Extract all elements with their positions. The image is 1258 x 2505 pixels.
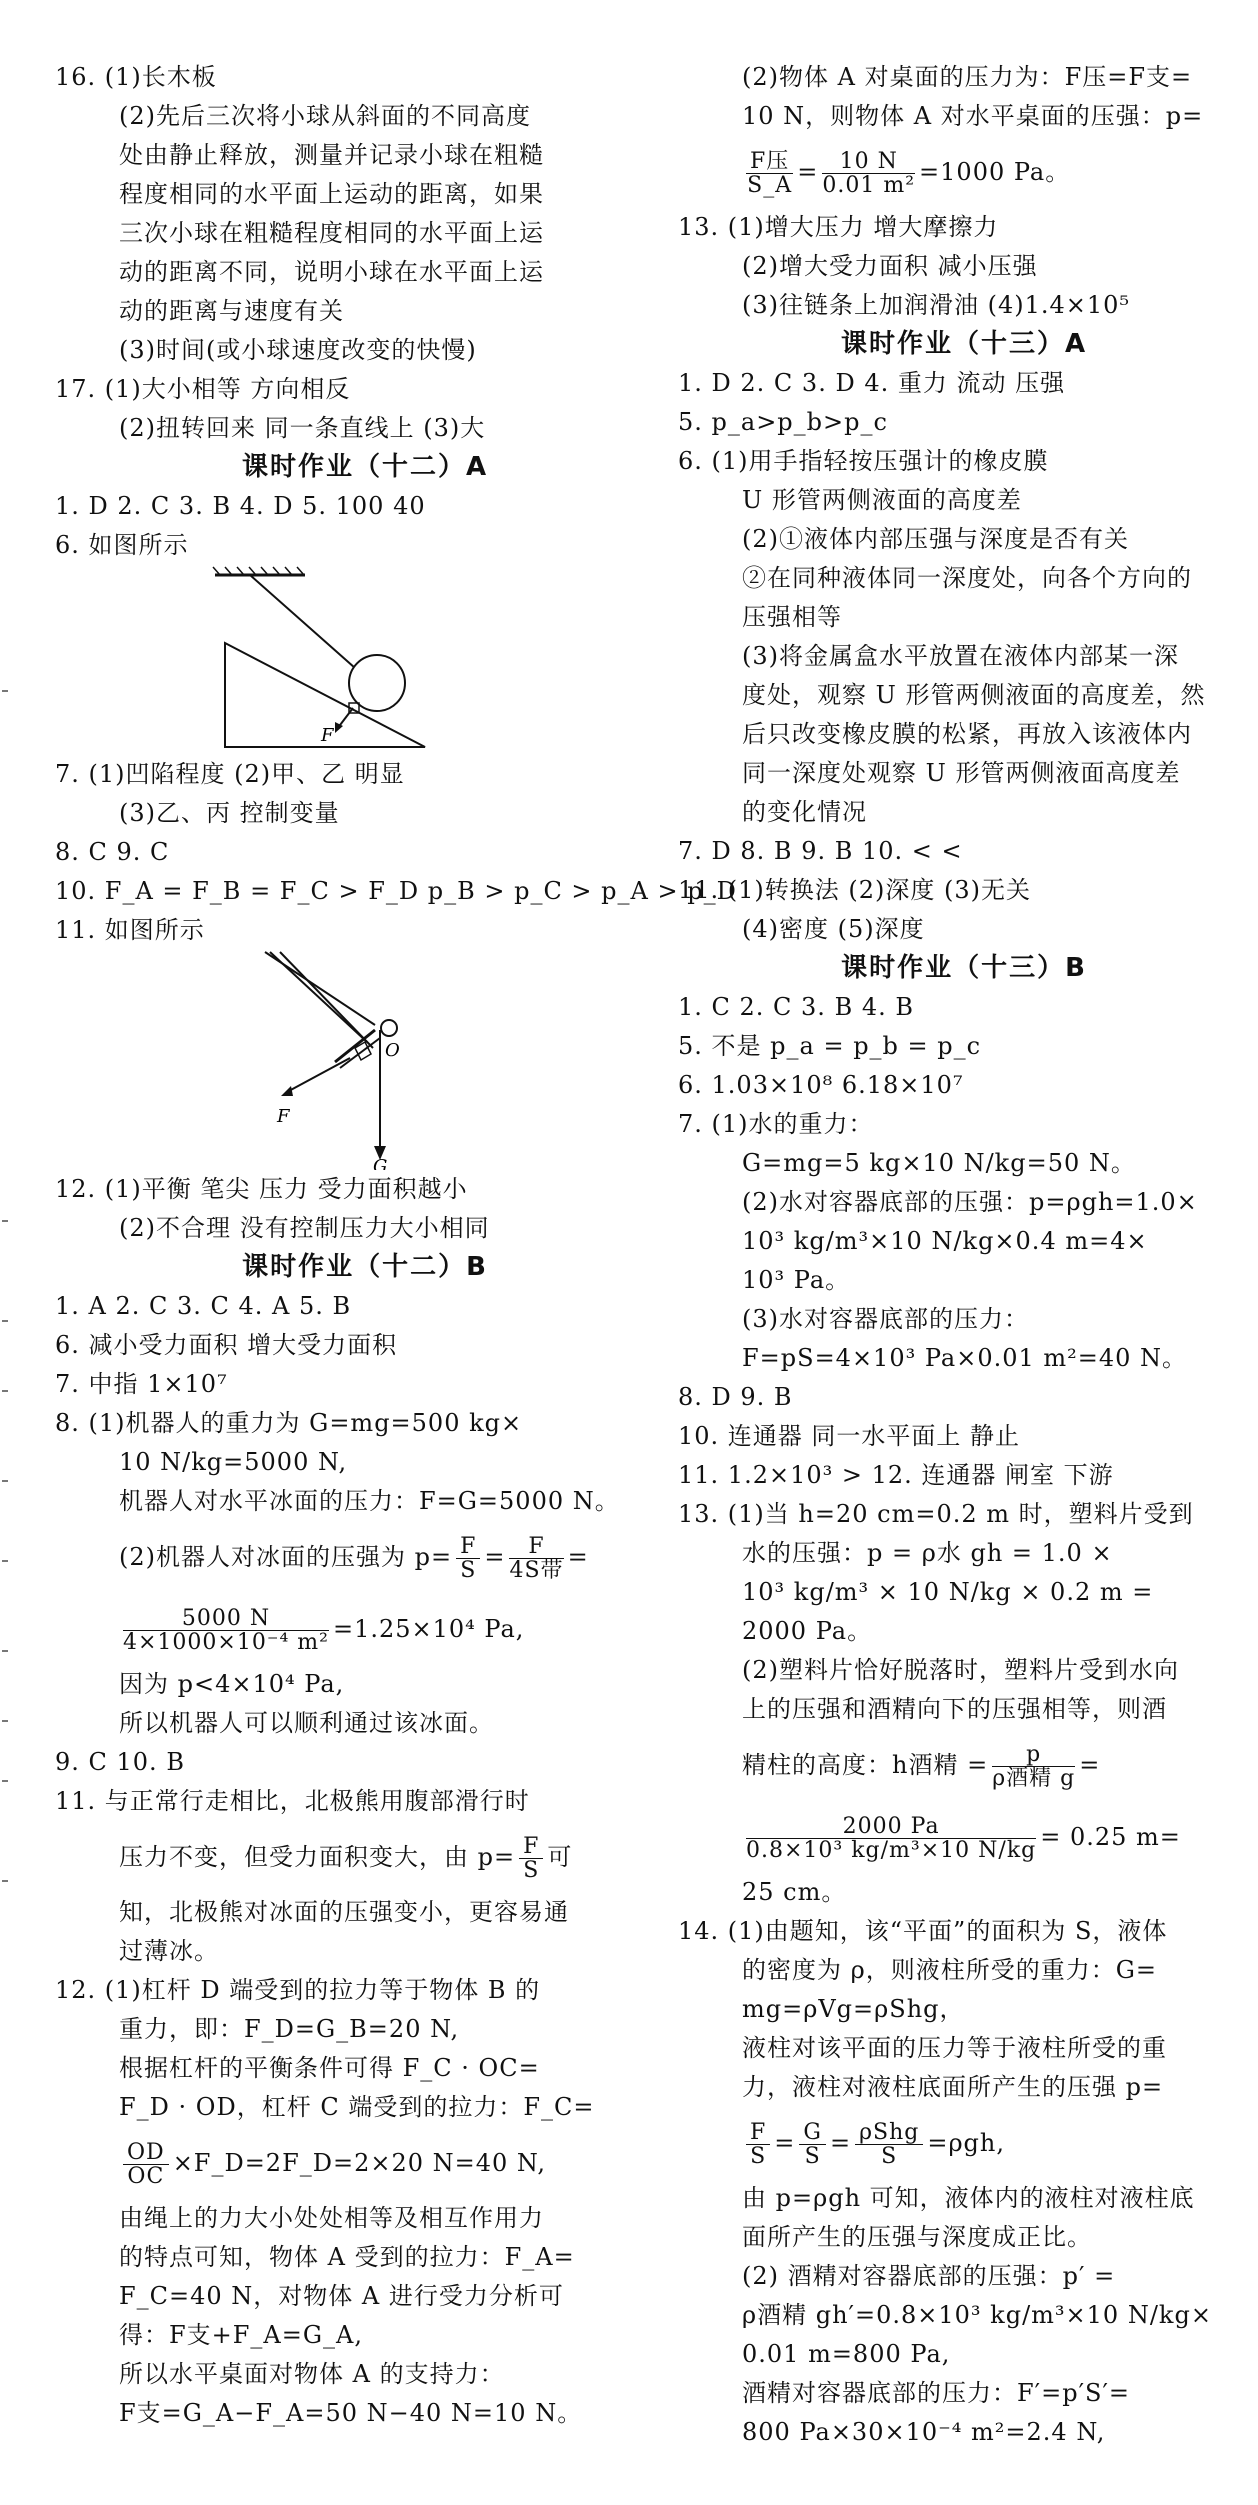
answer-line: 10³ kg/m³×10 N/kg×0.4 m=4× [742, 1227, 1148, 1255]
answer-line: 度处，观察 U 形管两侧液面的高度差，然 [742, 681, 1206, 709]
answer-line: 1. C 2. C 3. B 4. B [678, 993, 914, 1021]
fraction: $\frac{p}{\text{ρ酒精 g}}$ [992, 1741, 1076, 1791]
answer-line: 14. (1)由题知，该“平面”的面积为 S，液体 [678, 1917, 1168, 1945]
formula-text: 可 [547, 1843, 573, 1871]
formula-line: $\frac{F}{S}$ = $\frac{G}{S}$ = $\frac{\text{ρShg}}{S}$ =ρgh, [678, 2107, 1250, 2179]
answer-line: 10³ kg/m³ × 10 N/kg × 0.2 m = [742, 1578, 1154, 1606]
answer-line: 的密度为 ρ，则液柱所受的重力：G= [742, 1956, 1158, 1984]
q16-text: 动的距离与速度有关 [119, 297, 344, 325]
fraction: $\frac{5000 N}{\text{4×1000×10⁻⁴ m²}}$ [123, 1605, 329, 1655]
q16-text: 处由静止释放，测量并记录小球在粗糙 [119, 141, 544, 169]
formula-text: =1.25×10⁴ Pa, [332, 1615, 525, 1643]
fraction: $\frac{G}{S}$ [799, 2121, 826, 2168]
answer-line: ②在同种液体同一深度处，向各个方向的 [742, 564, 1192, 592]
answer-line: 压强相等 [742, 603, 842, 631]
answer-line: 11. 与正常行走相比，北极熊用腹部滑行时 [55, 1787, 530, 1815]
answer-line: 12. (1)平衡 笔尖 压力 受力面积越小 [55, 1175, 468, 1203]
formula-line: $\frac{\text{F压}}{S\_A}$ = $\frac{10 N}{\text{0.01 m²}}$ =1000 Pa。 [747, 148, 1071, 198]
equals: = [567, 1543, 589, 1571]
fraction: $\frac{\text{F压}}{S\_A}$ [747, 148, 793, 198]
answer-line: 面所产生的压强与深度成正比。 [742, 2223, 1092, 2251]
right-column [678, 58, 1250, 2452]
answer-line: 水的压强：p = ρ水 gh = 1.0 × [742, 1539, 1113, 1567]
answer-line: 8. C 9. C [55, 838, 170, 866]
fraction: $\frac{F}{S}$ [456, 1535, 480, 1582]
answer-line: 10 N/kg=5000 N, [119, 1448, 348, 1476]
answer-line: 10. 连通器 同一水平面上 静止 [678, 1422, 1021, 1450]
answer-line: 所以水平桌面对物体 A 的支持力： [119, 2360, 505, 2388]
answer-line: 的变化情况 [742, 798, 867, 826]
formula-text: 精柱的高度：h酒精 = [742, 1751, 989, 1779]
fraction: $\frac{F}{S}$ [519, 1835, 543, 1882]
answer-line: (3)将金属盒水平放置在液体内部某一深 [742, 642, 1179, 670]
answer-line: 10. F_A = F_B = F_C > F_D p_B > p_C > p_A > p_D [55, 877, 737, 905]
answer-line: 过薄冰。 [119, 1937, 219, 1965]
answer-line: 5. p_a>p_b>p_c [678, 408, 888, 436]
answer-line: (3)乙、丙 控制变量 [119, 799, 340, 827]
answer-line: (2)物体 A 对桌面的压力为：F压=F支= [742, 63, 1193, 91]
answer-line: 1. A 2. C 3. C 4. A 5. B [55, 1292, 352, 1320]
point-label-o: O [385, 1040, 400, 1061]
answer-line: 11. (1)转换法 (2)深度 (3)无关 [678, 876, 1032, 904]
answer-line: 机器人对水平冰面的压力：F=G=5000 N。 [119, 1487, 620, 1515]
answer-line: 由绳上的力大小处处相等及相互作用力 [119, 2204, 544, 2232]
answer-line: ρ酒精 gh′=0.8×10³ kg/m³×10 N/kg× [742, 2301, 1212, 2329]
answer-line: (2) 酒精对容器底部的压强：p′ = [742, 2262, 1116, 2290]
fraction: $\frac{F}{S}$ [746, 2121, 770, 2168]
answer-line: 的特点可知，物体 A 受到的拉力：F_A= [119, 2243, 575, 2271]
formula-line [55, 1821, 675, 1893]
fraction: $\frac{F}{\text{4S带}}$ [509, 1533, 564, 1583]
answer-line: 11. 1.2×10³ > 12. 连通器 闸室 下游 [678, 1461, 1114, 1489]
q16-text: 三次小球在粗糙程度相同的水平面上运 [119, 219, 544, 247]
figure-incline-ball [55, 565, 675, 755]
answer-line: 知，北极熊对冰面的压强变小，更容易通 [119, 1898, 569, 1926]
answer-line: 7. D 8. B 9. B 10. < < [678, 837, 963, 865]
formula-text: ×F_D=2F_D=2×20 N=40 N, [172, 2149, 546, 2177]
force-label-f: F [277, 1106, 290, 1127]
incline-diagram [55, 565, 675, 755]
answer-line: mg=ρVg=ρShg， [742, 1995, 965, 2023]
binding-margin [0, 0, 12, 2505]
answer-line: 11. 如图所示 [55, 916, 205, 944]
answer-line: 力，液柱对液柱底面所产生的压强 p= [742, 2073, 1164, 2101]
formula-line [678, 1801, 1250, 1873]
section-heading: 课时作业（十二）A [241, 452, 489, 482]
answer-line: (2)水对容器底部的压强：p=ρgh=1.0× [742, 1188, 1198, 1216]
answer-line: G=mg=5 kg×10 N/kg=50 N。 [742, 1149, 1136, 1177]
answer-line: F=pS=4×10³ Pa×0.01 m²=40 N。 [742, 1344, 1188, 1372]
figure-lever [55, 950, 675, 1170]
answer-line: (4)密度 (5)深度 [742, 915, 925, 943]
answer-line: 1. D 2. C 3. B 4. D 5. 100 40 [55, 492, 426, 520]
formula-line [55, 2127, 675, 2199]
answer-line: (2)①液体内部压强与深度是否有关 [742, 525, 1129, 553]
answer-line: (2)不合理 没有控制压力大小相同 [119, 1214, 490, 1242]
answer-line: 6. 1.03×10⁸ 6.18×10⁷ [678, 1071, 964, 1099]
section-heading: 课时作业（十二）B [242, 1252, 488, 1282]
answer-line: 13. (1)增大压力 增大摩擦力 [678, 213, 999, 241]
formula-line [55, 1521, 675, 1593]
formula-line: 精柱的高度：h酒精 = $\frac{p}{\text{ρ酒精 g}}$ = [742, 1741, 1101, 1791]
answer-line: (3)往链条上加润滑油 (4)1.4×10⁵ [742, 291, 1131, 319]
answer-line: (3)水对容器底部的压力： [742, 1305, 1029, 1333]
lever-diagram [55, 950, 675, 1170]
answer-line: F_D · OD，杠杆 C 端受到的拉力：F_C= [119, 2093, 595, 2121]
answer-line: 由 p=ρgh 可知，液体内的液柱对液柱底 [742, 2184, 1195, 2212]
answer-line: 液柱对该平面的压力等于液柱所受的重 [742, 2034, 1167, 2062]
answer-line: 重力，即：F_D=G_B=20 N, [119, 2015, 460, 2043]
answer-line: 13. (1)当 h=20 cm=0.2 m 时，塑料片受到 [678, 1500, 1194, 1528]
q17-text: (2)扭转回来 同一条直线上 (3)大 [119, 414, 486, 442]
answer-line: F_C=40 N，对物体 A 进行受力分析可 [119, 2282, 564, 2310]
answer-line: 12. (1)杠杆 D 端受到的拉力等于物体 B 的 [55, 1976, 541, 2004]
answer-line: 7. 中指 1×10⁷ [55, 1370, 228, 1398]
q16: 16. (1)长木板 [55, 63, 217, 91]
formula-line [55, 1593, 675, 1665]
answer-line: 8. D 9. B [678, 1383, 793, 1411]
equals: = [484, 1543, 506, 1571]
answer-line: 得：F支+F_A=G_A, [119, 2321, 363, 2349]
q16-text: (3)时间(或小球速度改变的快慢) [119, 336, 477, 364]
answer-line: 因为 p<4×10⁴ Pa, [119, 1670, 345, 1698]
formula-text: = 0.25 m= [1040, 1823, 1181, 1851]
answer-line: 0.01 m=800 Pa, [742, 2340, 951, 2368]
answer-line: 6. 减小受力面积 增大受力面积 [55, 1331, 398, 1359]
fraction: $\frac{10 N}{\text{0.01 m²}}$ [822, 148, 916, 198]
q16-text: 程度相同的水平面上运动的距离，如果 [119, 180, 544, 208]
answer-line: 后只改变橡皮膜的松紧，再放入该液体内 [742, 720, 1192, 748]
formula-text: =ρgh, [927, 2129, 1005, 2157]
answer-line: 5. 不是 p_a = p_b = p_c [678, 1032, 982, 1060]
fraction: $\frac{OD}{OC}$ [123, 2141, 169, 2188]
answer-line: 9. C 10. B [55, 1748, 185, 1776]
answer-line: U 形管两侧液面的高度差 [742, 486, 1022, 514]
answer-line: 10³ Pa。 [742, 1266, 851, 1294]
answer-line: (2)塑料片恰好脱落时，塑料片受到水向 [742, 1656, 1179, 1684]
answer-line: 7. (1)凹陷程度 (2)甲、乙 明显 [55, 760, 405, 788]
section-heading: 课时作业（十三）B [841, 953, 1087, 983]
answer-line: F支=G_A−F_A=50 N−40 N=10 N。 [119, 2399, 583, 2427]
formula-text: 压力不变，但受力面积变大，由 p= [119, 1843, 516, 1871]
formula-text: (2)机器人对冰面的压强为 p= [119, 1543, 453, 1571]
answer-line: 2000 Pa。 [742, 1617, 873, 1645]
section-heading: 课时作业（十三）A [840, 329, 1088, 359]
answer-line: (2)增大受力面积 减小压强 [742, 252, 1038, 280]
answer-line: 上的压强和酒精向下的压强相等，则酒 [742, 1695, 1167, 1723]
answer-line: 1. D 2. C 3. D 4. 重力 流动 压强 [678, 369, 1066, 397]
answer-line: 6. 如图所示 [55, 531, 189, 559]
q16-text: (2)先后三次将小球从斜面的不同高度 [119, 102, 531, 130]
fraction: $\frac{2000 Pa}{\text{0.8×10³ kg/m³×10 N/kg}}$ [746, 1813, 1037, 1863]
answer-line: 同一深度处观察 U 形管两侧液面高度差 [742, 759, 1181, 787]
answer-line: 10 N，则物体 A 对水平桌面的压强：p= [742, 102, 1204, 130]
answer-line: 所以机器人可以顺利通过该冰面。 [119, 1709, 494, 1737]
answer-line: 酒精对容器底部的压力：F′=p′S′= [742, 2379, 1131, 2407]
answer-line: 800 Pa×30×10⁻⁴ m²=2.4 N, [742, 2418, 1106, 2446]
answer-line: 8. (1)机器人的重力为 G=mg=500 kg× [55, 1409, 523, 1437]
force-label-g: G [373, 1156, 388, 1170]
q17: 17. (1)大小相等 方向相反 [55, 375, 351, 403]
answer-line: 25 cm。 [742, 1878, 847, 1906]
answer-line: 7. (1)水的重力： [678, 1110, 874, 1138]
q16-text: 动的距离不同，说明小球在水平面上运 [119, 258, 544, 286]
fraction: $\frac{\text{ρShg}}{S}$ [855, 2121, 923, 2168]
formula-text: =1000 Pa。 [919, 158, 1071, 186]
answer-line: 6. (1)用手指轻按压强计的橡皮膜 [678, 447, 1049, 475]
force-label-f: F [321, 725, 334, 746]
answer-line: 根据杠杆的平衡条件可得 F_C · OC= [119, 2054, 540, 2082]
